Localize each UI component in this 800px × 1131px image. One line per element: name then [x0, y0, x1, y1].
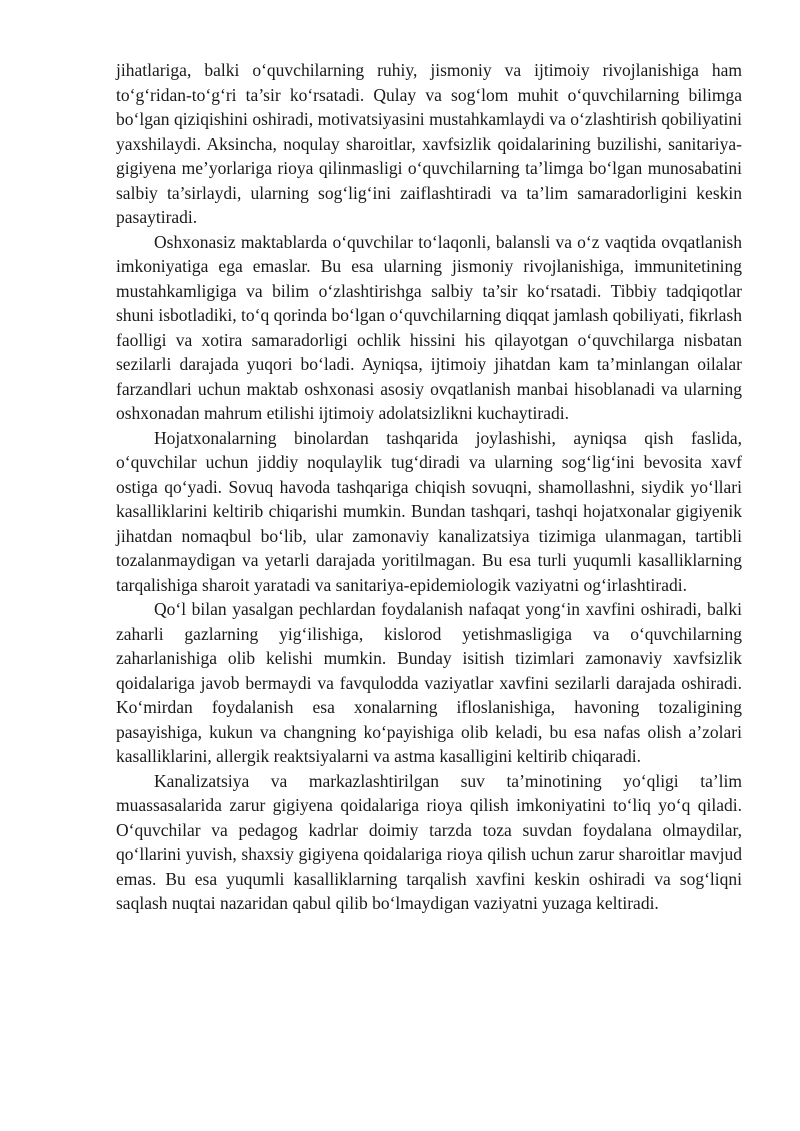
paragraph-stoves: Qo‘l bilan yasalgan pechlardan foydalanish nafaqat yong‘in xavfini oshiradi, balki zaharli gazlarning yig‘ilishiga, kislorod yetishmasligiga va o‘quvchilarning zaharlanishiga olib kelishi mumkin. Bunday isitish tizimlari zamonaviy xavfsizlik qoidalariga javob bermaydi va favqulodda vaziyatlar xavfini sezilarli darajada oshiradi. Ko‘mirdan foydalanish esa xonalarning ifloslanishiga, havoning tozaligining pasayishiga, kukun va changning ko‘payishiga olib keladi, bu esa nafas olish a’zolari kasalliklarini, allergik reaktsiyalarni va astma kasalligini keltirib chiqaradi.	[116, 599, 742, 766]
paragraph-sewerage: Kanalizatsiya va markazlashtirilgan suv ta’minotining yo‘qligi ta’lim muassasalarida zarur gigiyena qoidalariga rioya qilish imkoniyatini to‘liq yo‘q qiladi. O‘quvchilar va pedagog kadrlar doimiy tarzda toza suvdan foydalana olmaydilar, qo‘llarini yuvish, shaxsiy gigiyena qoidalariga rioya qilish uchun zarur sharoitlar mavjud emas. Bu esa yuqumli kasalliklarning tarqalish xavfini keskin oshiradi va sog‘liqni saqlash nuqtai nazaridan qabul qilib bo‘lmaydigan vaziyatni yuzaga keltiradi.	[116, 770, 742, 913]
document-page	[116, 58, 742, 916]
paragraph-continuation: jihatlariga, balki o‘quvchilarning ruhiy, jismoniy va ijtimoiy rivojlanishiga ham to‘g‘ridan-to‘g‘ri ta’sir ko‘rsatadi. Qulay va sog‘lom muhit o‘quvchilarning bilimga bo‘lgan qiziqishini oshiradi, motivatsiyasini mustahkamlaydi va o‘zlashtirish qobiliyatini yaxshilaydi. Aksincha, noqulay sharoitlar, xavfsizlik qoidalarining buzilishi, sanitariya-gigiyena me’yorlariga rioya qilinmasligi o‘quvchilarning ta’limga bo‘lgan munosabatini salbiy ta’sirlaydi, ularning sog‘lig‘ini zaiflashtiradi va ta’lim samaradorligini keskin pasaytiradi.	[116, 60, 742, 227]
paragraph-toilets: Hojatxonalarning binolardan tashqarida joylashishi, ayniqsa qish faslida, o‘quvchilar uchun jiddiy noqulaylik tug‘diradi va ularning sog‘lig‘ini bevosita xavf ostiga qo‘yadi. Sovuq havoda tashqariga chiqish sovuqni, shamollashni, siydik yo‘llari kasalliklarini keltirib chiqarishi mumkin. Bundan tashqari, tashqi hojatxonalar gigiyenik jihatdan nomaqbul bo‘lib, ular zamonaviy kanalizatsiya tizimiga ulanmagan, tartibli tozalanmaydigan va yetarli darajada yoritilmagan. Bu esa turli yuqumli kasalliklarning tarqalishiga sharoit yaratadi va sanitariya-epidemiologik vaziyatni og‘irlashtiradi.	[116, 427, 742, 595]
paragraph-canteen: Oshxonasiz maktablarda o‘quvchilar to‘laqonli, balansli va o‘z vaqtida ovqatlanish imkoniyatiga ega emaslar. Bu esa ularning jismoniy rivojlanishiga, immunitetining mustahkamligiga va bilim o‘zlashtirishga salbiy ta’sir ko‘rsatadi. Tibbiy tadqiqotlar shuni isbotladiki, to‘q qorinda bo‘lgan o‘quvchilarning diqqat jamlash qobiliyati, fikrlash faolligi va xotira samaradorligi ochlik hissini his qilayotgan o‘quvchilarga nisbatan sezilarli darajada yuqori bo‘ladi. Ayniqsa, ijtimoiy jihatdan kam ta’minlangan oilalar farzandlari uchun maktab oshxonasi asosiy ovqatlanish manbai hisoblanadi va ularning oshxonadan mahrum etilishi ijtimoiy adolatsizlikni kuchaytiradi.	[116, 231, 742, 423]
